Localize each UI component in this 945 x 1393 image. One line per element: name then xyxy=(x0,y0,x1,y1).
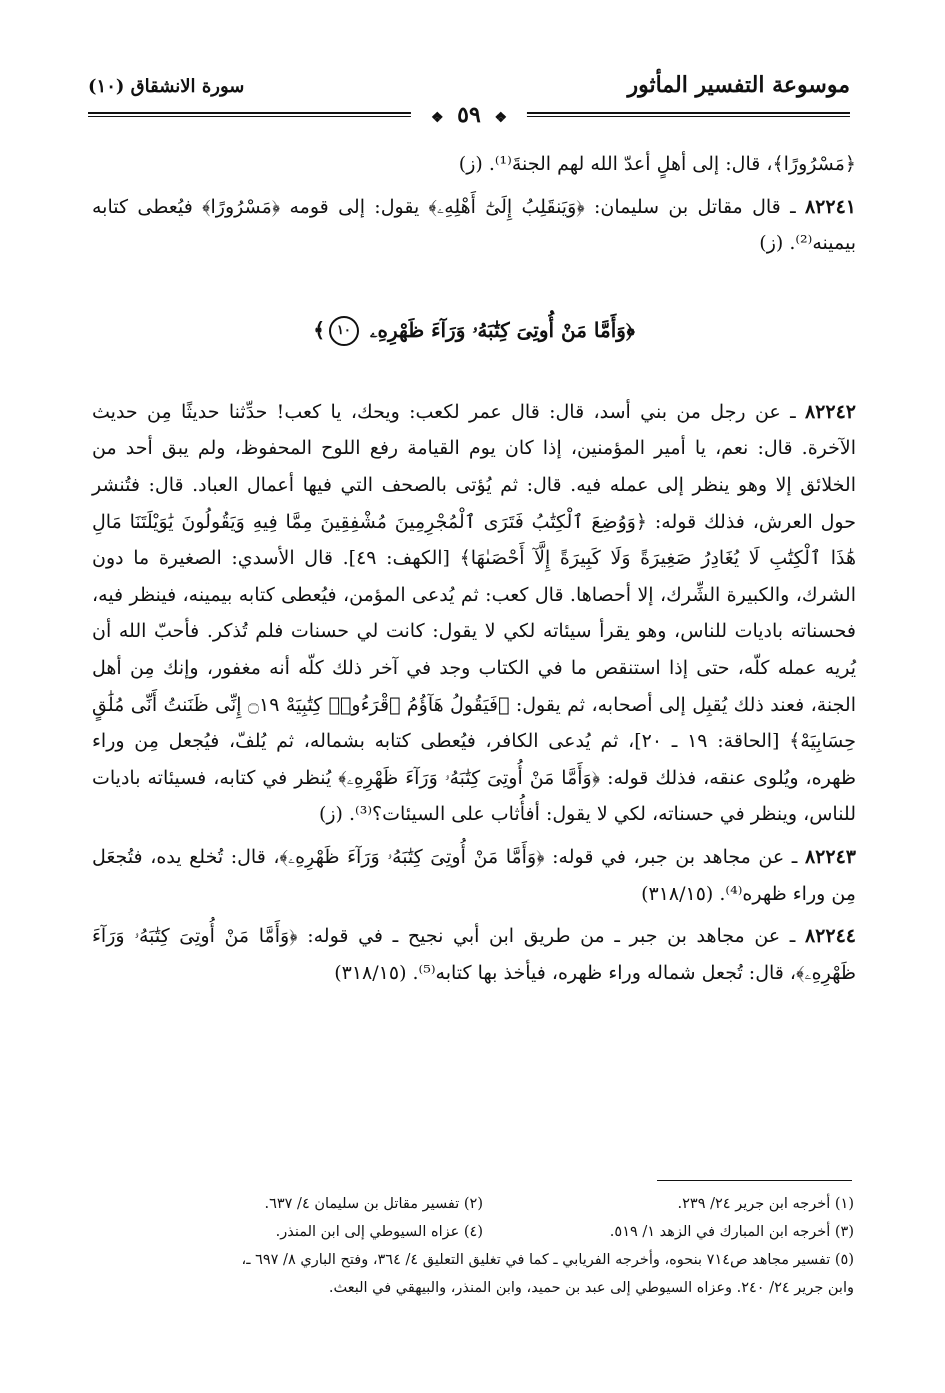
paragraph-intro: ﴿مَسْرُورًا﴾، قال: إلى أهلٍ أعدّ الله لهم الجنةَ⁽¹⁾. (ز) xyxy=(458,153,856,175)
footnote-row xyxy=(112,1190,854,1218)
page-number-box xyxy=(411,102,527,128)
book-title: موسوعة التفسير المأثور xyxy=(627,72,850,98)
footnote-5-line-2: وابن جرير ٢٤/ ٢٤٠. وعزاه السيوطي إلى عبد بن حميد، وابن المنذر، والبيهقي في البعث. xyxy=(328,1280,854,1296)
footnote-4: (٤) عزاه السيوطي إلى ابن المنذر. xyxy=(275,1224,483,1240)
running-header xyxy=(88,72,850,128)
ornament-icon: ❖ xyxy=(430,110,444,126)
footnote-row xyxy=(112,1218,854,1246)
paragraph-82242 xyxy=(92,394,856,833)
athar-number: ٨٢٢٤٤ xyxy=(804,925,856,948)
athar-number: ٨٢٢٤٣ xyxy=(804,845,856,868)
footnote-separator xyxy=(657,1180,852,1181)
ayah-number-marker: ١٠ xyxy=(329,316,359,346)
paragraph-82243 xyxy=(92,839,856,912)
athar-number: ٨٢٢٤٢ xyxy=(804,400,856,423)
athar-text: ـ عن رجل من بني أسد، قال: قال عمر لكعب: ويحك، يا كعب! حدِّثنا حديثًا مِن حديث الآخرة. قال: نعم، يا أمير المؤمنين، إذا كان يوم القيامة رفع اللوح المحفوظ، ولم يبق أحد من الخلائق إلا وهو ينظر إلى عمله فيه. قال: ثم يُؤتى بالصحف التي فيها أعمال العباد. قال: فتُنشر حول العرش، فذلك قوله: ﴿وَوُضِعَ ٱلْكِتَٰبُ فَتَرَى ٱلْمُجْرِمِينَ مُشْفِقِينَ مِمَّا فِيهِ وَيَقُولُونَ يَٰوَيْلَتَنَا مَالِ هَٰذَا ٱلْكِتَٰبِ لَا يُغَادِرُ صَغِيرَةً وَلَا كَبِيرَةً إِلَّآ أَحْصَىٰهَا﴾ [الكهف: ٤٩]. قال الأسدي: الصغيرة ما دون الشرك، والكبيرة الشِّرك، إلا أحصاها. قال كعب: ثم يُدعى المؤمن، فيُعطى كتابه بيمينه، فينظر فيه، فحسناته باديات للناس، وهو يقرأ سيئاته لكي لا يقول: كانت لي حسنات فلم تُذكر. فأحبّ الله أن يُريه عمله كلّه، حتى إذا استنقص ما في الكتاب وجد في آخر ذلك كلّه أنه مغفور، وإنك مِن أهل الجنة، فعند ذلك يُقبِل إلى أصحابه، ثم يقول: ﴿فَيَقُولُ هَآؤُمُ ٱقْرَءُوا۟ كِتَٰبِيَهْ ۝١٩ إِنِّى ظَنَنتُ أَنِّى مُلَٰقٍ حِسَابِيَهْ﴾ [الحاقة: ١٩ ـ ٢٠]، ثم يُدعى الكافر، فيُعطى كتابه بشماله، ثم يُلفّ، فيُجعل مِن وراء ظهره، ويُلوى عنقه، فذلك قوله: ﴿وَأَمَّا مَنْ أُوتِىَ كِتَٰبَهُۥ وَرَآءَ ظَهْرِهِۦ﴾ يُنظر في كتابه، فسيئاته باديات للناس، وينظر في حسناته، لكي لا يقول: أفأُثاب على السيئات؟⁽³⁾. (ز) xyxy=(92,400,856,826)
athar-text: ـ عن مجاهد بن جبر، في قوله: ﴿وَأَمَّا مَنْ أُوتِىَ كِتَٰبَهُۥ وَرَآءَ ظَهْرِهِۦ﴾، قال: تُخلع يده، فتُجعَل مِن وراء ظهره⁽⁴⁾. (٣١٨/١٥) xyxy=(92,845,856,905)
footnote-2: (٢) تفسير مقاتل بن سليمان ٤/ ٦٣٧. xyxy=(264,1196,483,1212)
footnote-3: (٣) أخرجه ابن المبارك في الزهد ١/ ٥١٩. xyxy=(609,1224,854,1240)
ornament-icon: ❖ xyxy=(494,110,508,126)
footnote-5-line-1: (٥) تفسير مجاهد ص٧١٤ بنحوه، وأخرجه الفريابي ـ كما في تغليق التعليق ٤/ ٣٦٤، وفتح الباري ٨/ ٦٩٧ ـ، xyxy=(241,1252,854,1268)
surah-label: سورة الانشقاق (١٠) xyxy=(88,76,245,97)
paragraph-82244 xyxy=(92,918,856,991)
ayah-text: ﴿وَأَمَّا مَنْ أُوتِىَ كِتَٰبَهُۥ وَرَآءَ ظَهْرِهِۦ xyxy=(369,317,635,342)
footnote-1: (١) أخرجه ابن جرير ٢٤/ ٢٣٩. xyxy=(677,1196,854,1212)
main-text xyxy=(92,146,856,991)
athar-number: ٨٢٢٤١ xyxy=(804,195,856,218)
page-number: ٥٩ xyxy=(457,102,481,128)
ayah-heading xyxy=(92,310,856,350)
footnotes xyxy=(112,1190,854,1302)
athar-text: ـ عن مجاهد بن جبر ـ من طريق ابن أبي نجيح ـ في قوله: ﴿وَأَمَّا مَنْ أُوتِىَ كِتَٰبَهُۥ وَرَآءَ ظَهْرِهِۦ﴾، قال: تُجعل شماله وراء ظهره، فيأخذ بها كتابه⁽⁵⁾. (٣١٨/١٥) xyxy=(92,925,856,984)
paragraph-82241 xyxy=(92,189,856,262)
ayah-close-bracket: ﴾ xyxy=(313,317,325,342)
athar-text: ـ قال مقاتل بن سليمان: ﴿وَيَنقَلِبُ إِلَىٰٓ أَهْلِهِۦ﴾ يقول: إلى قومه ﴿مَسْرُورًا﴾ فيُعطى كتابه بيمينه⁽²⁾. (ز) xyxy=(92,195,856,255)
